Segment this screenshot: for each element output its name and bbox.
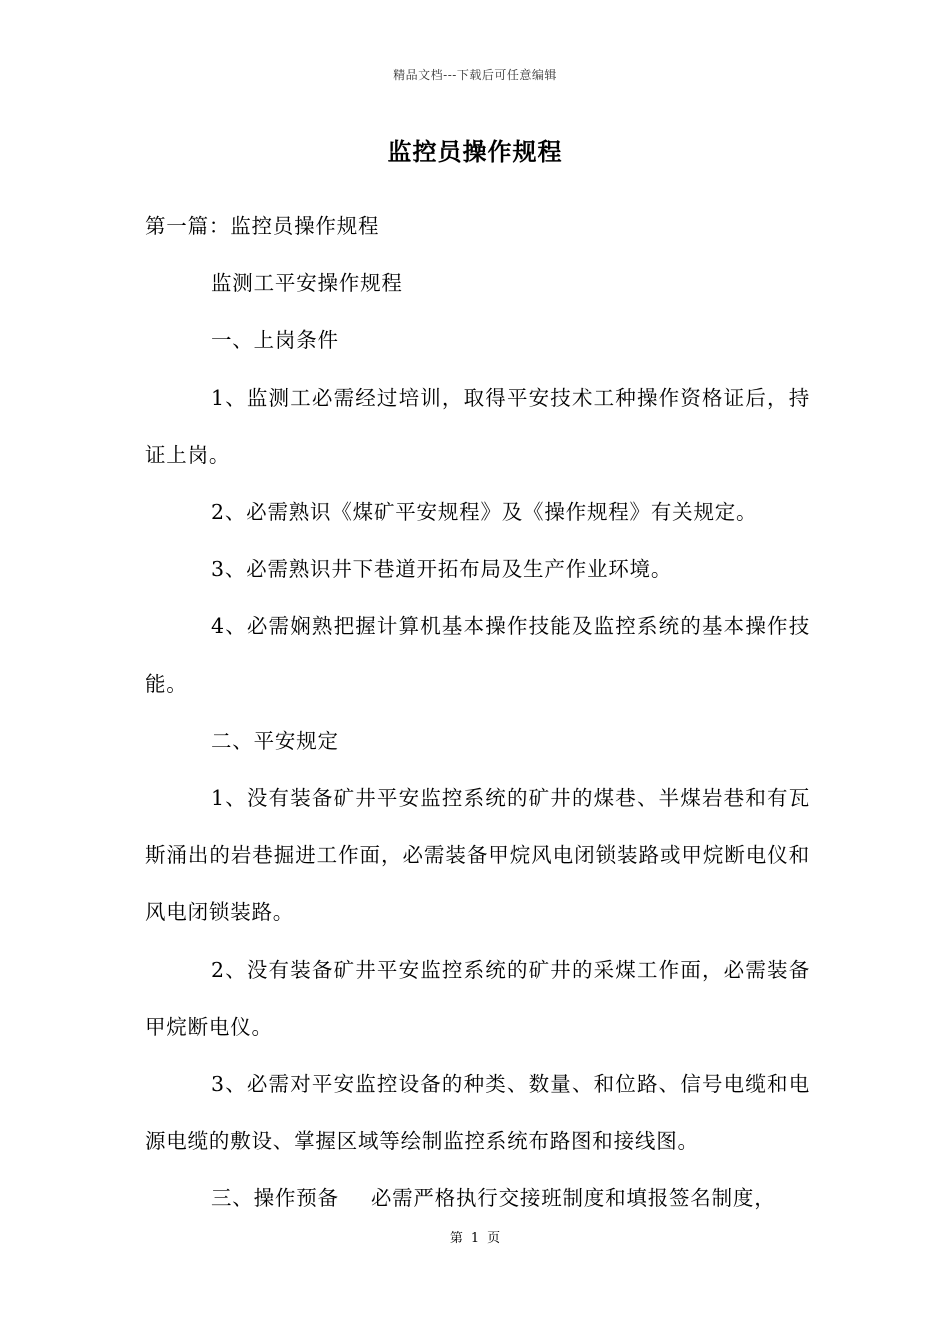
footer-prefix: 第 bbox=[449, 1231, 463, 1246]
paragraph-heading-1: 一、上岗条件 bbox=[211, 328, 339, 353]
footer-suffix: 页 bbox=[487, 1231, 501, 1246]
paragraph-item: 1、监测工必需经过培训，取得平安技术工种操作资格证后，持证上岗。 bbox=[145, 385, 810, 467]
heading-3-text: 必需严格执行交接班制度和填报签名制度， bbox=[370, 1186, 776, 1211]
document-title: 监控员操作规程 bbox=[387, 137, 563, 166]
paragraph-item: 4、必需娴熟把握计算机基本操作技能及监控系统的基本操作技能。 bbox=[145, 614, 810, 696]
page-footer bbox=[0, 1227, 950, 1246]
document-body bbox=[145, 198, 810, 1228]
page-number: 1 bbox=[470, 1231, 480, 1246]
paragraph-item: 3、必需熟识井下巷道开拓布局及生产作业环境。 bbox=[211, 557, 673, 582]
paragraph-subtitle: 监测工平安操作规程 bbox=[211, 271, 403, 296]
paragraph-item: 2、没有装备矿井平安监控系统的矿井的采煤工作面，必需装备甲烷断电仪。 bbox=[145, 957, 810, 1039]
page-header: 精品文档---下载后可任意编辑 bbox=[393, 68, 557, 82]
heading-3-label: 三、操作预备 bbox=[211, 1186, 339, 1211]
paragraph-heading-2: 二、平安规定 bbox=[211, 728, 339, 753]
paragraph-section-heading: 第一篇：监控员操作规程 bbox=[145, 214, 380, 238]
paragraph-heading-3 bbox=[145, 1170, 810, 1227]
paragraph-item: 1、没有装备矿井平安监控系统的矿井的煤巷、半煤岩巷和有瓦斯涌出的岩巷掘进工作面，必需装备甲烷风电闭锁装路或甲烷断电仪和风电闭锁装路。 bbox=[145, 786, 810, 925]
paragraph-item: 3、必需对平安监控设备的种类、数量、和位路、信号电缆和电源电缆的敷设、掌握区域等绘制监控系统布路图和接线图。 bbox=[145, 1072, 810, 1154]
paragraph-item: 2、必需熟识《煤矿平安规程》及《操作规程》有关规定。 bbox=[211, 500, 758, 525]
